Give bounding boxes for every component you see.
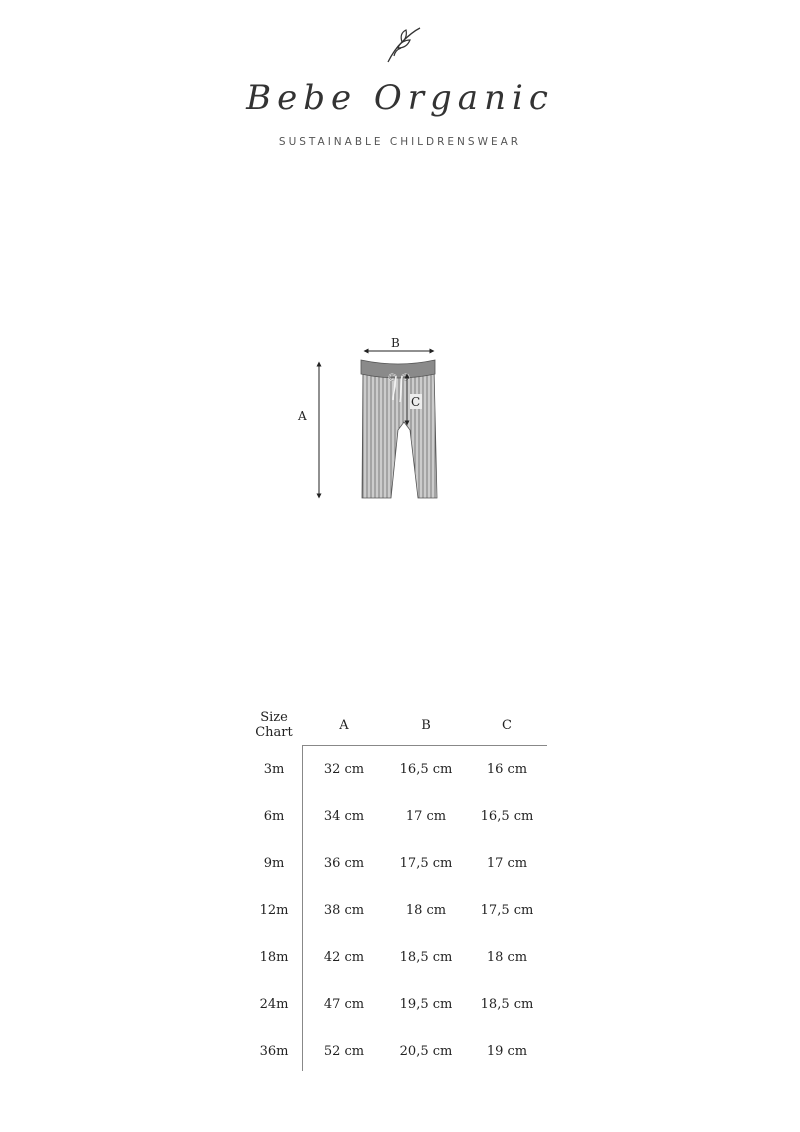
measure-c-cell: 18 cm [486,950,528,965]
size-cell: 18m [259,950,289,965]
measure-b-cell: 17,5 cm [399,856,453,871]
table-row [245,840,547,887]
measure-a-cell: 38 cm [323,903,365,918]
table-row [245,1028,547,1075]
leaf-logo-icon [378,18,428,68]
measure-a-label: A [298,409,307,423]
leggings-shape [362,368,437,498]
measure-a-cell: 52 cm [323,1044,365,1059]
leggings-waistband [361,360,435,378]
column-header-a: A [303,705,385,746]
table-vertical-divider [302,745,303,1071]
measure-b-cell: 19,5 cm [399,997,453,1012]
measure-b-cell: 18 cm [405,903,447,918]
table-row [245,746,547,794]
measure-a-cell: 47 cm [323,997,365,1012]
measure-a-cell: 34 cm [323,809,365,824]
column-header-b: B [385,705,467,746]
measure-a-cell: 42 cm [323,950,365,965]
measure-b-label: B [391,336,400,350]
size-cell: 3m [263,761,285,777]
measure-b-cell: 20,5 cm [399,1044,453,1059]
table-row [245,934,547,981]
measure-b-cell: 17 cm [405,809,447,824]
size-cell: 9m [263,856,285,871]
table-row [245,793,547,840]
measure-c-label: C [411,395,421,409]
size-chart-corner: Size Chart [255,710,293,741]
size-chart-table [245,705,547,1075]
brand-name: Bebe Organic [246,78,554,118]
table-row [245,981,547,1028]
measure-c-cell: 16 cm [486,762,528,777]
size-cell: 6m [263,809,285,824]
table-row [245,887,547,934]
measure-c-cell: 18,5 cm [480,997,534,1012]
measure-c-cell: 17 cm [486,856,528,871]
measure-b-cell: 16,5 cm [399,762,453,777]
size-cell: 12m [259,903,289,918]
measure-b-cell: 18,5 cm [399,950,453,965]
leggings-measurement-diagram [290,330,460,505]
measure-a-cell: 36 cm [323,856,365,871]
measure-c-cell: 19 cm [486,1044,528,1059]
size-cell: 24m [259,997,289,1012]
measure-c-cell: 16,5 cm [480,809,534,824]
column-header-c: C [467,705,547,746]
measure-a-cell: 32 cm [323,762,365,777]
brand-tagline: SUSTAINABLE CHILDRENSWEAR [278,136,522,148]
size-cell: 36m [259,1044,289,1059]
measure-c-cell: 17,5 cm [480,903,534,918]
